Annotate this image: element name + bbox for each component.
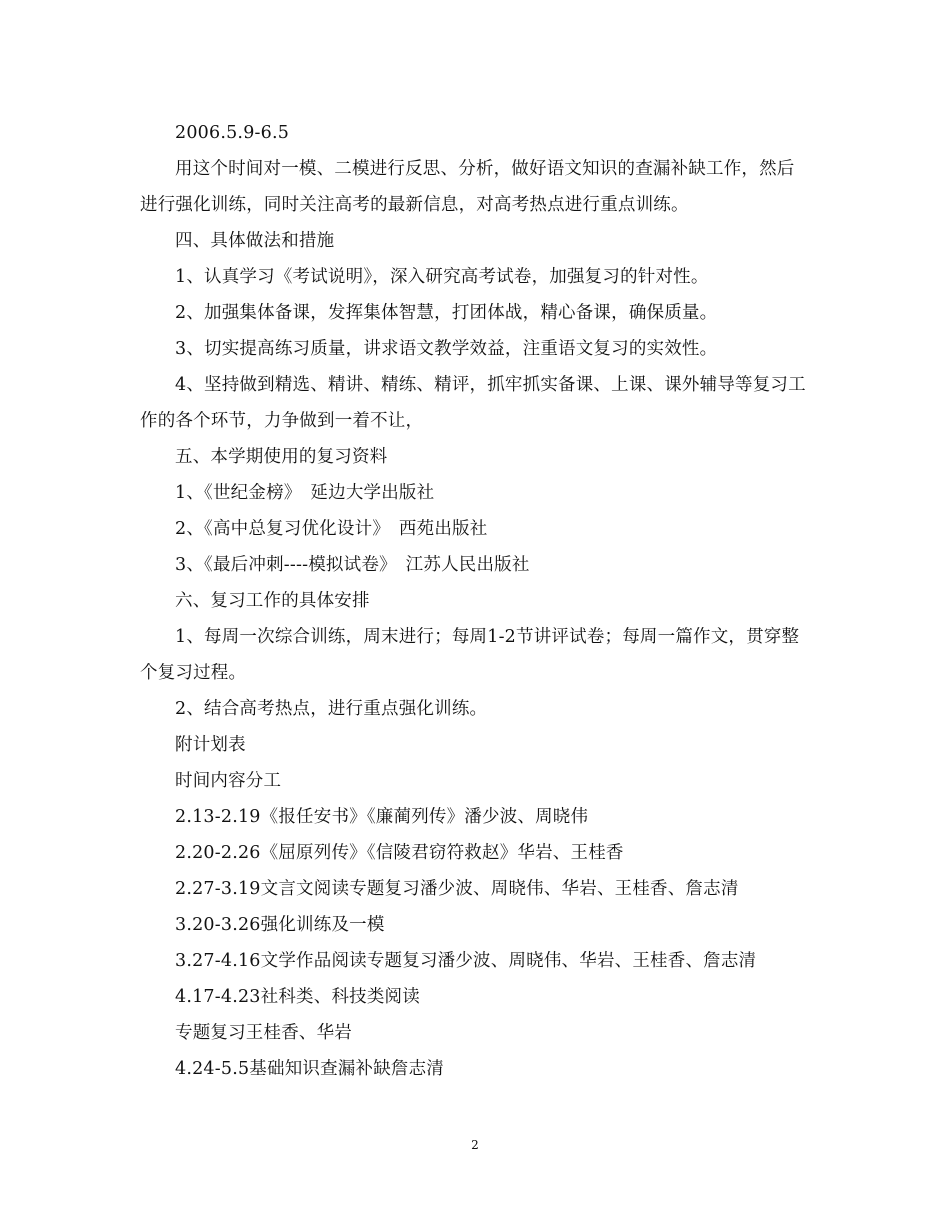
plan-row-continued: 专题复习王桂香、华岩 [175,1023,352,1043]
material-item-3: 3、《最后冲刺----模拟试卷》 江苏人民出版社 [175,555,530,575]
plan-table-header: 时间内容分工 [175,771,282,791]
plan-row: 4.24-5.5基础知识查漏补缺詹志清 [175,1059,445,1079]
schedule-item-2: 2、结合高考热点，进行重点强化训练。 [175,699,488,719]
method-item-1: 1、认真学习《考试说明》，深入研究高考试卷，加强复习的针对性。 [175,267,709,287]
method-item-4: 4、坚持做到精选、精讲、精练、精评，抓牢抓实备课、上课、课外辅导等复习工作的各个环节，力争做到一着不让， [140,375,806,431]
paragraph-date-range: 2006.5.9-6.5 [175,123,290,143]
method-item-2: 2、加强集体备课，发挥集体智慧，打团体战，精心备课，确保质量。 [175,303,718,323]
schedule-item-1: 1、每周一次综合训练，周末进行；每周1-2节讲评试卷；每周一篇作文，贯穿整个复习过程。 [140,627,800,683]
plan-row: 4.17-4.23社科类、科技类阅读 [175,987,420,1007]
plan-row: 2.20-2.26《屈原列传》《信陵君窃符救赵》华岩、王桂香 [175,843,624,863]
plan-table-title: 附计划表 [175,735,246,755]
plan-row: 2.13-2.19《报任安书》《廉蔺列传》潘少波、周晓伟 [175,807,589,827]
section-heading-schedule: 六、复习工作的具体安排 [175,591,370,611]
method-item-3: 3、切实提高练习质量，讲求语文教学效益，注重语文复习的实效性。 [175,339,718,359]
document-body [140,115,812,1087]
section-heading-materials: 五、本学期使用的复习资料 [175,447,388,467]
plan-row: 2.27-3.19文言文阅读专题复习潘少波、周晓伟、华岩、王桂香、詹志清 [175,879,739,899]
plan-row: 3.20-3.26强化训练及一模 [175,915,385,935]
paragraph-review-plan: 用这个时间对一模、二模进行反思、分析，做好语文知识的查漏补缺工作，然后进行强化训练，同时关注高考的最新信息，对高考热点进行重点训练。 [140,159,795,215]
material-item-1: 1、《世纪金榜》 延边大学出版社 [175,483,435,503]
material-item-2: 2、《高中总复习优化设计》 西苑出版社 [175,519,488,539]
section-heading-methods: 四、具体做法和措施 [175,231,335,251]
page-number: 2 [471,1138,479,1152]
plan-row: 3.27-4.16文学作品阅读专题复习潘少波、周晓伟、华岩、王桂香、詹志清 [175,951,757,971]
